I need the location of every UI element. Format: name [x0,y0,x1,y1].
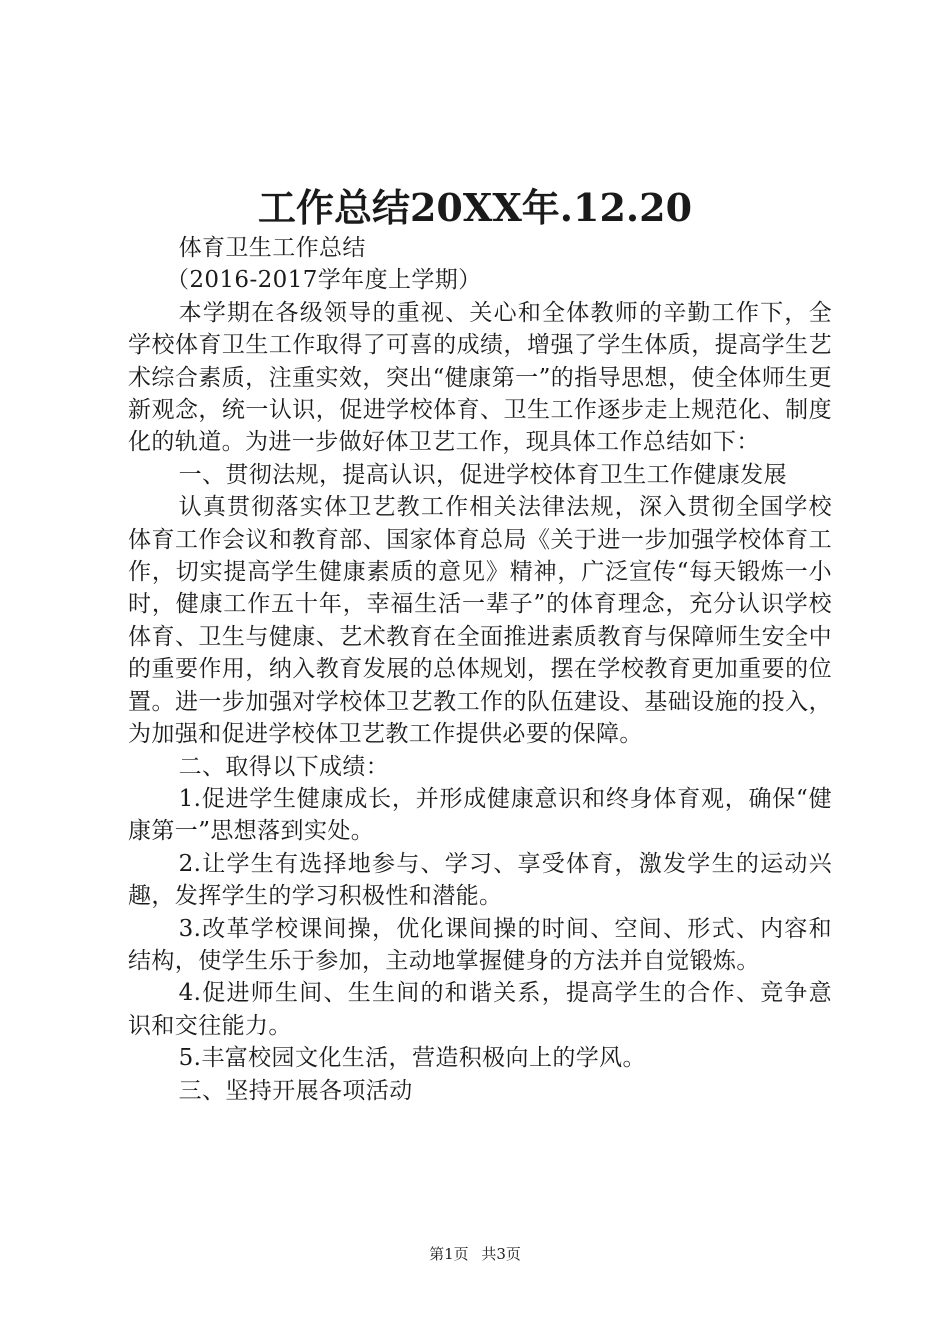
section-heading-3: 三、坚持开展各项活动 [178,1077,413,1104]
section-heading-1: 一、贯彻法规，提高认识，促进学校体育卫生工作健康发展 [178,461,787,488]
term-note: （2016-2017学年度上学期） [165,267,482,294]
achievement-item-4: 4.促进师生间、生生间的和谐关系，提高学生的合作、竞争意识和交往能力。 [128,980,832,1039]
achievement-item-3: 3.改革学校课间操，优化课间操的时间、空间、形式、内容和结构，使学生乐于参加，主动地掌握健身的方法并自觉锻炼。 [128,915,832,974]
document-title: 工作总结20XX年.12.20 [257,185,693,230]
achievement-item-1: 1.促进学生健康成长，并形成健康意识和终身体育观，确保“健康第一”思想落到实处。 [128,785,832,845]
achievement-item-5: 5.丰富校园文化生活，营造积极向上的学风。 [178,1045,646,1072]
page-footer [0,1244,950,1264]
paragraph-regulations: 认真贯彻落实体卫艺教工作相关法律法规，深入贯彻全国学校体育工作会议和教育部、国家体育总局《关于进一步加强学校体育工作，切实提高学生健康素质的意见》精神，广泛宣传“每天锻炼一小时，健康工作五十年，幸福生活一辈子”的体育理念，充分认识学校体育、卫生与健康、艺术教育在全面推进素质教育与保障师生安全中的重要作用，纳入教育发展的总体规划，摆在学校教育更加重要的位置。进一步加强对学校体卫艺教工作的队伍建设、基础设施的投入，为加强和促进学校体卫艺教工作提供必要的保障。 [128,494,832,748]
achievement-item-2: 2.让学生有选择地参与、学习、享受体育，激发学生的运动兴趣，发挥学生的学习积极性和潜能。 [128,850,832,910]
page-total: 共3页 [481,1245,521,1263]
paragraph-intro: 本学期在各级领导的重视、关心和全体教师的辛勤工作下，全学校体育卫生工作取得了可喜的成绩，增强了学生体质，提高学生艺术综合素质，注重实效，突出“健康第一”的指导思想，使全体师生更新观念，统一认识，促进学校体育、卫生工作逐步走上规范化、制度化的轨道。为进一步做好体卫艺工作，现具体工作总结如下： [128,299,832,456]
page-number: 第1页 [429,1245,469,1263]
section-heading-2: 二、取得以下成绩： [178,753,390,780]
subtitle: 体育卫生工作总结 [178,235,366,261]
document-body [128,232,832,1107]
